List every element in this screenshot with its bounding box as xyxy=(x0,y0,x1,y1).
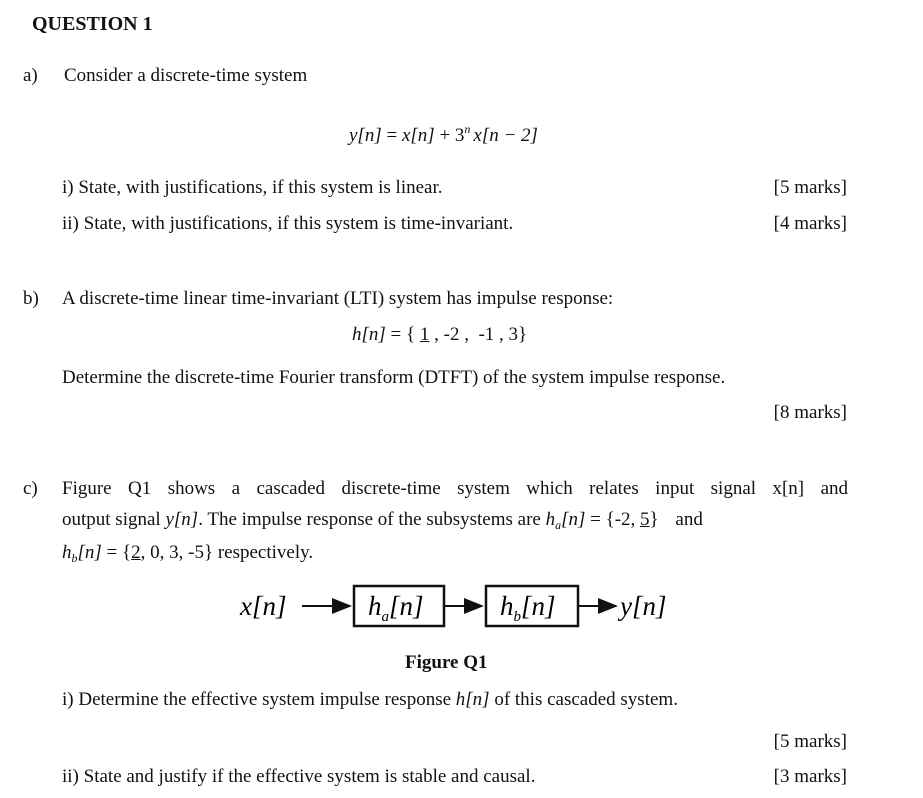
c-q1-pre: i) Determine the effective system impulse response xyxy=(62,689,456,710)
part-b-equation xyxy=(352,325,527,344)
part-c-question-1 xyxy=(62,690,678,709)
part-a-question-2: ii) State, with justifications, if this system is time-invariant. xyxy=(62,213,514,234)
part-c-question-2-marks: [3 marks] xyxy=(773,766,847,787)
line2-y-symbol: y[n] xyxy=(165,509,199,530)
part-b-marks: [8 marks] xyxy=(773,402,847,423)
ha-symbol: h xyxy=(545,509,556,530)
eq-b-rest: , -2 , -1 , 3} xyxy=(429,324,528,345)
part-c-line-1: Figure Q1 shows a cascaded discrete-time system which relates input signal x[n] and xyxy=(62,478,848,499)
line2-pre: output signal xyxy=(62,509,166,530)
block-ha-label: $h_a[n]$ xyxy=(368,591,424,625)
part-a-label: a) xyxy=(23,65,38,86)
ha-values: = {-2, xyxy=(585,509,641,530)
part-a-equation xyxy=(349,123,538,145)
ha-origin-value: 5 xyxy=(640,509,650,530)
part-c-line-3 xyxy=(62,543,313,564)
part-b-intro: A discrete-time linear time-invariant (LTI) system has impulse response: xyxy=(62,288,614,309)
line2-and: and xyxy=(670,509,703,530)
eq-b-equals: = { xyxy=(385,324,420,345)
part-a-question-2-marks: [4 marks] xyxy=(773,213,847,234)
hb-values-open: = { xyxy=(101,542,132,563)
hb-origin-value: 2 xyxy=(131,542,141,563)
eq-b-lhs: h[n] xyxy=(352,324,386,345)
figure-q1-caption: Figure Q1 xyxy=(405,652,488,673)
figure-output-label: y[n] xyxy=(620,591,667,621)
part-c-label: c) xyxy=(23,478,38,499)
eq-a-base: 3 xyxy=(454,125,465,146)
ha-index: [n] xyxy=(561,509,586,530)
part-c-question-1-marks: [5 marks] xyxy=(773,731,847,752)
hb-subscript: b xyxy=(71,551,78,565)
ha-close: } xyxy=(649,509,659,530)
block-hb-label: $h_b[n]$ xyxy=(500,591,556,625)
ha-subscript: a xyxy=(555,518,562,532)
part-a-intro: Consider a discrete-time system xyxy=(64,65,308,86)
eq-a-term1: x[n] xyxy=(401,125,435,146)
figure-q1-diagram xyxy=(230,582,690,634)
hb-index: [n] xyxy=(77,542,102,563)
part-c-question-2: ii) State and justify if the effective system is stable and causal. xyxy=(62,766,536,787)
c-q1-symbol: h[n] xyxy=(455,689,490,710)
eq-a-term2: x[n − 2] xyxy=(473,125,538,146)
figure-input-label: x[n] xyxy=(240,591,287,621)
part-b-task: Determine the discrete-time Fourier transform (DTFT) of the system impulse response. xyxy=(62,367,726,388)
hb-values-rest: , 0, 3, -5} xyxy=(140,542,214,563)
question-heading: QUESTION 1 xyxy=(32,13,153,35)
eq-a-lhs: y[n] xyxy=(349,125,382,146)
eq-a-exponent: n xyxy=(464,122,471,136)
part-a-question-1-marks: [5 marks] xyxy=(773,177,847,198)
eq-a-equals: = xyxy=(381,125,402,146)
c-q1-post: of this cascaded system. xyxy=(489,689,678,710)
eq-a-plus: + xyxy=(434,125,455,146)
eq-b-origin-value: 1 xyxy=(419,324,430,345)
line2-mid: . The impulse response of the subsystems are xyxy=(198,509,546,530)
part-c-line-2 xyxy=(62,510,703,531)
part-a-question-1: i) State, with justifications, if this system is linear. xyxy=(62,177,443,198)
hb-respectively: respectively. xyxy=(213,542,314,563)
part-b-label: b) xyxy=(23,288,39,309)
hb-symbol: h xyxy=(62,542,72,563)
